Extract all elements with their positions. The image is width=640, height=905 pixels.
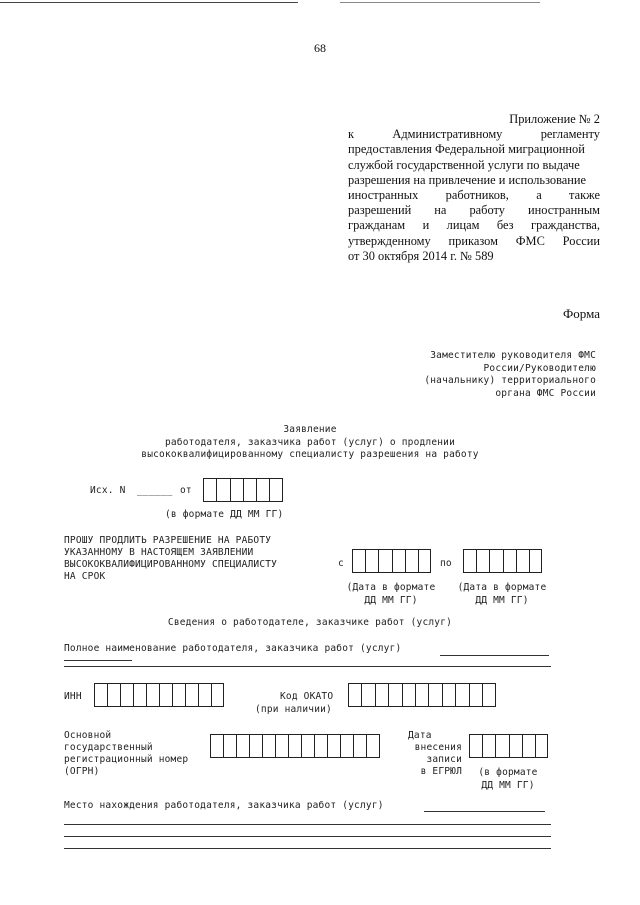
location-field-line[interactable]	[64, 836, 551, 837]
addressee-block	[380, 350, 596, 400]
request-line: ВЫСОКОКВАЛИФИЦИРОВАННОМУ СПЕЦИАЛИСТУ	[64, 559, 278, 570]
appendix-line: разрешения на привлечение и использование	[348, 172, 587, 187]
period-to-cells[interactable]	[463, 549, 542, 573]
outgoing-date-cells[interactable]	[203, 478, 283, 502]
scan-edge-line	[340, 2, 540, 3]
full-name-field-line-short	[64, 660, 132, 661]
period-from-hint-line: (Дата в формате	[346, 582, 436, 593]
ogrn-label	[64, 730, 188, 778]
inn-label: ИНН	[64, 691, 82, 702]
inn-cells[interactable]	[94, 683, 224, 707]
addressee-line: органа ФМС России	[495, 387, 596, 399]
okato-label: Код ОКАТО	[280, 691, 334, 702]
period-to-hint	[451, 582, 553, 607]
appendix-line: утвержденному приказом ФМС России	[348, 233, 600, 248]
outgoing-from-label: от	[180, 485, 192, 496]
scan-edge-line	[0, 2, 298, 3]
addressee-line: (начальнику) территориального	[424, 375, 596, 386]
egrul-label-line: записи	[426, 754, 462, 765]
full-name-label: Полное наименование работодателя, заказчика работ (услуг)	[64, 643, 402, 654]
location-field[interactable]	[424, 811, 545, 812]
appendix-line: предоставления Федеральной миграционной	[348, 142, 585, 157]
location-field-line[interactable]	[64, 824, 551, 825]
page-number: 68	[314, 41, 326, 55]
period-to-hint-line: (Дата в формате	[457, 582, 547, 593]
ogrn-label-line: (ОГРН)	[64, 766, 100, 777]
appendix-line: от 30 октября 2014 г. № 589	[348, 248, 494, 263]
egrul-hint-line: ДД ММ ГГ)	[481, 779, 535, 791]
location-field-line[interactable]	[64, 848, 551, 849]
heading-line: работодателя, заказчика работ (услуг) о продлении	[164, 436, 456, 448]
egrul-label-line: Дата	[408, 730, 432, 741]
full-name-field-line[interactable]	[64, 666, 551, 667]
period-from-cells[interactable]	[352, 549, 431, 573]
request-line: УКАЗАННОМУ В НАСТОЯЩЕМ ЗАЯВЛЕНИИ	[64, 547, 254, 558]
egrul-date-cells[interactable]	[469, 734, 548, 758]
ogrn-label-line: Основной	[64, 730, 112, 741]
appendix-line: к Административному регламенту	[348, 127, 600, 142]
full-name-field[interactable]	[440, 655, 549, 656]
period-to-hint-line: ДД ММ ГГ)	[475, 594, 529, 606]
appendix-line: иностранных работников, а также	[348, 188, 600, 203]
application-heading	[100, 424, 520, 462]
ogrn-label-line: государственный	[64, 742, 153, 753]
addressee-line: Заместителю руководителя ФМС	[430, 350, 596, 361]
appendix-title: Приложение № 2	[509, 112, 600, 126]
addressee-line: России/Руководителю	[483, 362, 596, 374]
okato-note: (при наличии)	[255, 704, 332, 715]
period-from-hint-line: ДД ММ ГГ)	[364, 594, 418, 606]
egrul-label-line: внесения	[414, 742, 462, 753]
outgoing-date-hint: (в формате ДД ММ ГГ)	[165, 509, 284, 520]
appendix-line: гражданам и лицам без гражданства,	[348, 218, 600, 233]
outgoing-number-label: Исх. N	[90, 485, 126, 496]
period-from-hint	[340, 582, 442, 607]
period-from-label: с	[338, 558, 344, 569]
heading-line: высококвалифицированному специалисту разрешения на работу	[141, 449, 479, 460]
egrul-date-hint	[460, 767, 556, 792]
heading-title: Заявление	[283, 424, 337, 435]
okato-cells[interactable]	[348, 683, 496, 707]
egrul-label-line: в ЕГРЮЛ	[420, 766, 462, 777]
ogrn-label-line: регистрационный номер	[64, 754, 189, 765]
request-line: ПРОШУ ПРОДЛИТЬ РАЗРЕШЕНИЕ НА РАБОТУ	[64, 535, 272, 546]
request-text	[64, 535, 277, 583]
appendix-line: службой государственной услуги по выдаче	[348, 157, 580, 172]
form-label: Форма	[563, 306, 600, 321]
egrul-hint-line: (в формате	[478, 767, 538, 778]
appendix-block	[348, 112, 600, 264]
outgoing-number-blank[interactable]: ______	[137, 485, 173, 496]
period-to-label: по	[440, 558, 452, 569]
location-label: Место нахождения работодателя, заказчика работ (услуг)	[64, 800, 384, 811]
request-line: НА СРОК	[64, 571, 106, 582]
employer-section-title: Сведения о работодателе, заказчике работ (услуг)	[167, 617, 453, 628]
ogrn-cells[interactable]	[210, 734, 380, 758]
appendix-line: разрешений на работу иностранным	[348, 203, 600, 218]
egrul-label	[408, 730, 462, 778]
